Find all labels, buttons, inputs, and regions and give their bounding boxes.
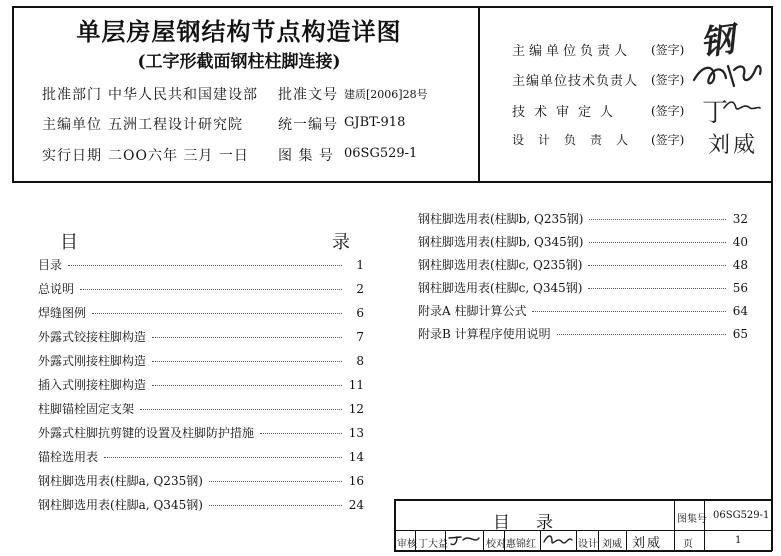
effective-date-label: 实行日期 (42, 148, 102, 164)
titleblock-page-value: 1 (735, 535, 742, 546)
unified-number-value: GJBT-918 (344, 115, 406, 130)
toc-title-left: 目 (60, 232, 78, 253)
toc-entry[interactable]: 目录 1 (38, 258, 364, 272)
approval-doc-label: 批准文号 (278, 87, 338, 103)
signatory-note-4: (签字) (651, 133, 685, 147)
titleblock-review-signature (447, 532, 481, 548)
drawing-title: 单层房屋钢结构节点构造详图 (76, 17, 402, 46)
titleblock-top (394, 499, 772, 501)
frame-top (12, 6, 772, 8)
atlas-number-label-wrap (278, 145, 334, 165)
titleblock-vert-3 (483, 530, 484, 551)
toc-right-column (418, 210, 748, 341)
signatory-note-3: (签字) (651, 104, 685, 118)
toc-entry[interactable]: 钢柱脚选用表(柱脚c, Q235钢) 48 (418, 258, 748, 272)
titleblock-review-label: 审核 (397, 539, 417, 550)
titleblock-bottom (394, 550, 772, 552)
drawing-subtitle: (工字形截面钢柱柱脚连接) (137, 52, 341, 72)
editor-unit-value: 五洲工程设计研究院 (108, 117, 243, 133)
header-divider-vertical (478, 6, 480, 182)
toc-entry[interactable]: 钢柱脚选用表(柱脚a, Q345钢) 24 (38, 498, 364, 512)
toc-entry[interactable]: 钢柱脚选用表(柱脚b, Q235钢) 32 (418, 212, 748, 226)
approval-dept-label: 批准部门 (42, 87, 102, 103)
atlas-number-value: 06SG529-1 (344, 146, 418, 161)
toc-entry[interactable]: 插入式刚接柱脚构造 11 (38, 378, 364, 392)
titleblock-atlas-label: 图集号 (677, 514, 707, 525)
signatory-role-4: 设计负责人 (512, 133, 643, 147)
editor-unit-label: 主编单位 (42, 117, 102, 133)
approval-doc-value: 建质[2006]28号 (344, 88, 428, 101)
titleblock-check-label: 校对 (486, 539, 506, 550)
titleblock-vert-7 (598, 530, 599, 551)
signature-1: 钢 (697, 19, 736, 64)
toc-title (60, 228, 350, 254)
header-row-approval (42, 84, 102, 104)
effective-date-value-wrap (108, 145, 249, 165)
titleblock-design-name: 刘威 (602, 539, 622, 550)
signature-4: 刘威 (708, 133, 759, 158)
signatory-role-3: 技术审定人 (512, 105, 623, 120)
header-divider-horizontal (12, 181, 773, 183)
unified-number-label: 统一编号 (278, 117, 338, 133)
signatory-note-1: (签字) (651, 43, 685, 57)
toc-entry[interactable]: 柱脚锚栓固定支架 12 (38, 402, 364, 416)
titleblock-title: 目录 (493, 513, 579, 533)
toc-entry[interactable]: 总说明 2 (38, 282, 364, 296)
titleblock-design-label: 设计 (578, 539, 598, 550)
unified-number-value-wrap (344, 115, 405, 130)
toc-entry[interactable]: 钢柱脚选用表(柱脚a, Q235钢) 16 (38, 474, 364, 488)
titleblock-review-name: 丁大益 (418, 539, 448, 550)
toc-title-right: 录 (332, 232, 350, 253)
titleblock-vert-6 (576, 530, 577, 551)
header-row-date (42, 145, 102, 165)
titleblock-vert-value (704, 499, 705, 551)
unified-number-label-wrap (278, 114, 338, 134)
toc-entry[interactable]: 外露式铰接柱脚构造 7 (38, 330, 364, 344)
toc-entry[interactable]: 锚栓选用表 14 (38, 450, 364, 464)
titleblock-check-signature (542, 532, 574, 548)
signature-3-flourish (722, 96, 762, 114)
signatory-note-2: (签字) (651, 73, 685, 87)
approval-doc-label-wrap (278, 84, 338, 104)
toc-left-column (38, 256, 364, 512)
toc-entry[interactable]: 附录A 柱脚计算公式 64 (418, 304, 748, 318)
toc-entry[interactable]: 附录B 计算程序使用说明 65 (418, 327, 748, 341)
editor-unit-value-wrap (108, 114, 243, 134)
titleblock-vert-5 (540, 530, 541, 551)
toc-entry[interactable]: 焊缝图例 6 (38, 306, 364, 320)
signature-2-drawing (690, 58, 770, 92)
titleblock-atlas-value: 06SG529-1 (713, 510, 770, 521)
titleblock-check-name: 惠锦红 (506, 539, 536, 550)
approval-dept-value: 中华人民共和国建设部 (108, 87, 258, 103)
effective-date-value: 二OO六年 三月 一日 (108, 148, 249, 164)
titleblock-page-label: 页 (683, 539, 693, 550)
toc-entry[interactable]: 钢柱脚选用表(柱脚c, Q345钢) 56 (418, 281, 748, 295)
signatory-role-1: 主编单位负责人 (512, 44, 632, 59)
header-row-editor (42, 114, 102, 134)
atlas-number-label: 图 集 号 (278, 148, 334, 164)
frame-right (771, 6, 773, 551)
titleblock-design-signature: 刘威 (632, 536, 663, 551)
signatory-role-2: 主编单位技术负责人 (512, 74, 639, 89)
titleblock-vert-8 (626, 530, 627, 551)
toc-entry[interactable]: 钢柱脚选用表(柱脚b, Q345钢) 40 (418, 235, 748, 249)
signature-3: 丁 (702, 98, 729, 128)
approval-doc-value-wrap (344, 86, 428, 102)
approval-dept-value-wrap (108, 84, 258, 104)
toc-entry[interactable]: 外露式柱脚抗剪键的设置及柱脚防护措施 13 (38, 426, 364, 440)
atlas-number-value-wrap (344, 146, 417, 161)
toc-entry[interactable]: 外露式刚接柱脚构造 8 (38, 354, 364, 368)
